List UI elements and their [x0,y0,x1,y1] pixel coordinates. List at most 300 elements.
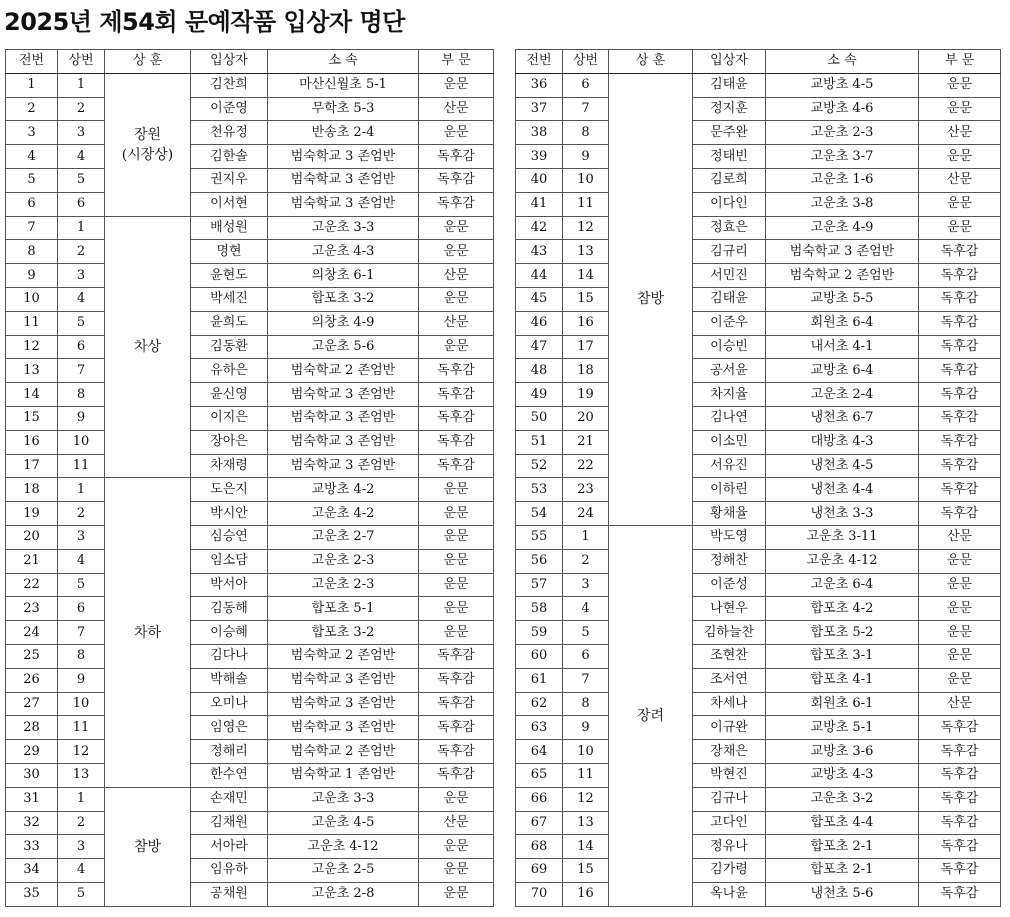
winner-name-cell: 정해찬 [693,549,766,573]
seq-no-cell: 70 [516,882,563,906]
affiliation-cell: 고운초 2-3 [766,121,919,145]
table-row [6,454,494,478]
seq-no-cell: 6 [6,192,58,216]
seq-no-cell: 40 [516,168,563,192]
award-no-cell: 13 [563,811,609,835]
award-no-cell: 6 [563,73,609,97]
header-winner: 입상자 [191,50,268,74]
award-no-cell: 6 [58,597,105,621]
category-cell: 운문 [419,216,494,240]
table-row [6,311,494,335]
seq-no-cell: 62 [516,692,563,716]
winner-name-cell: 권지우 [191,168,268,192]
affiliation-cell: 범숙학교 2 존엄반 [766,264,919,288]
table-row [516,359,1001,383]
winner-name-cell: 윤현도 [191,264,268,288]
winner-name-cell: 김채원 [191,811,268,835]
seq-no-cell: 7 [6,216,58,240]
winner-name-cell: 서민진 [693,264,766,288]
table-row [516,264,1001,288]
seq-no-cell: 65 [516,763,563,787]
affiliation-cell: 범숙학교 3 존엄반 [268,430,419,454]
seq-no-cell: 2 [6,97,58,121]
seq-no-cell: 55 [516,525,563,549]
table-row [6,216,494,240]
category-cell: 운문 [919,73,1001,97]
table-row [6,859,494,883]
winner-name-cell: 조현찬 [693,644,766,668]
winner-name-cell: 김규나 [693,787,766,811]
award-no-cell: 8 [58,383,105,407]
winner-name-cell: 김찬희 [191,73,268,97]
award-no-cell: 12 [563,216,609,240]
table-row [6,73,494,97]
category-cell: 운문 [919,145,1001,169]
seq-no-cell: 26 [6,668,58,692]
award-no-cell: 1 [58,787,105,811]
winner-name-cell: 정지훈 [693,97,766,121]
winner-name-cell: 이서현 [191,192,268,216]
seq-no-cell: 28 [6,716,58,740]
affiliation-cell: 범숙학교 3 존엄반 [268,145,419,169]
affiliation-cell: 무학초 5-3 [268,97,419,121]
winner-name-cell: 공채원 [191,882,268,906]
table-row [6,882,494,906]
category-cell: 독후감 [919,383,1001,407]
category-cell: 독후감 [419,383,494,407]
affiliation-cell: 범숙학교 2 존엄반 [268,644,419,668]
seq-no-cell: 34 [6,859,58,883]
category-cell: 독후감 [419,668,494,692]
category-cell: 산문 [919,121,1001,145]
category-cell: 산문 [919,168,1001,192]
category-cell: 운문 [919,573,1001,597]
table-row [516,287,1001,311]
affiliation-cell: 합포초 4-4 [766,811,919,835]
table-row [516,335,1001,359]
affiliation-cell: 범숙학교 3 존엄반 [268,406,419,430]
table-row [516,192,1001,216]
table-row [516,240,1001,264]
seq-no-cell: 50 [516,406,563,430]
award-no-cell: 10 [58,692,105,716]
winner-name-cell: 이승빈 [693,335,766,359]
award-no-cell: 19 [563,383,609,407]
seq-no-cell: 32 [6,811,58,835]
category-cell: 운문 [419,287,494,311]
winner-name-cell: 박해솔 [191,668,268,692]
winner-name-cell: 서아라 [191,835,268,859]
category-cell: 운문 [419,835,494,859]
winner-name-cell: 명현 [191,240,268,264]
affiliation-cell: 의창초 4-9 [268,311,419,335]
award-no-cell: 5 [58,573,105,597]
seq-no-cell: 45 [516,287,563,311]
winner-name-cell: 임유하 [191,859,268,883]
award-no-cell: 11 [58,716,105,740]
category-cell: 독후감 [919,430,1001,454]
seq-no-cell: 33 [6,835,58,859]
table-row [6,502,494,526]
seq-no-cell: 63 [516,716,563,740]
table-row [516,859,1001,883]
table-header-row [516,50,1001,74]
winners-table-left [5,49,494,907]
award-no-cell: 16 [563,311,609,335]
affiliation-cell: 교방초 4-3 [766,763,919,787]
header-award: 상 훈 [609,50,693,74]
seq-no-cell: 1 [6,73,58,97]
seq-no-cell: 8 [6,240,58,264]
category-cell: 독후감 [919,835,1001,859]
affiliation-cell: 고운초 4-3 [268,240,419,264]
winner-name-cell: 장채은 [693,740,766,764]
affiliation-cell: 합포초 5-1 [268,597,419,621]
affiliation-cell: 합포초 3-2 [268,621,419,645]
award-no-cell: 4 [58,549,105,573]
category-cell: 독후감 [919,502,1001,526]
award-no-cell: 11 [563,192,609,216]
table-row [6,763,494,787]
header-award-no: 상번 [563,50,609,74]
winner-name-cell: 정해리 [191,740,268,764]
table-row [516,311,1001,335]
award-cell [105,478,191,787]
seq-no-cell: 43 [516,240,563,264]
affiliation-cell: 합포초 2-1 [766,835,919,859]
seq-no-cell: 16 [6,430,58,454]
winner-name-cell: 김나연 [693,406,766,430]
category-cell: 운문 [919,216,1001,240]
category-cell: 운문 [419,573,494,597]
affiliation-cell: 범숙학교 2 존엄반 [268,359,419,383]
award-no-cell: 9 [563,145,609,169]
winner-name-cell: 정태빈 [693,145,766,169]
award-no-cell: 2 [58,502,105,526]
award-no-cell: 18 [563,359,609,383]
affiliation-cell: 냉천초 5-6 [766,882,919,906]
category-cell: 독후감 [919,478,1001,502]
category-cell: 독후감 [919,264,1001,288]
header-category: 부 문 [419,50,494,74]
seq-no-cell: 19 [6,502,58,526]
table-row [6,692,494,716]
affiliation-cell: 고운초 2-7 [268,525,419,549]
award-no-cell: 8 [563,692,609,716]
winner-name-cell: 김규리 [693,240,766,264]
table-row [516,835,1001,859]
seq-no-cell: 11 [6,311,58,335]
affiliation-cell: 교방초 5-5 [766,287,919,311]
category-cell: 독후감 [919,740,1001,764]
category-cell: 산문 [919,525,1001,549]
award-no-cell: 6 [563,644,609,668]
affiliation-cell: 합포초 3-1 [766,644,919,668]
affiliation-cell: 고운초 6-4 [766,573,919,597]
table-row [6,192,494,216]
award-no-cell: 4 [58,145,105,169]
seq-no-cell: 60 [516,644,563,668]
winner-name-cell: 황채율 [693,502,766,526]
affiliation-cell: 범숙학교 3 존엄반 [766,240,919,264]
seq-no-cell: 48 [516,359,563,383]
table-row [516,430,1001,454]
affiliation-cell: 냉천초 4-5 [766,454,919,478]
affiliation-cell: 대방초 4-3 [766,430,919,454]
table-row [6,811,494,835]
category-cell: 운문 [419,121,494,145]
category-cell: 운문 [419,621,494,645]
award-no-cell: 1 [58,478,105,502]
winner-name-cell: 심승연 [191,525,268,549]
category-cell: 운문 [919,668,1001,692]
winner-name-cell: 차재령 [191,454,268,478]
winner-name-cell: 김다나 [191,644,268,668]
affiliation-cell: 합포초 4-2 [766,597,919,621]
winner-name-cell: 유하은 [191,359,268,383]
award-no-cell: 16 [563,882,609,906]
affiliation-cell: 고운초 3-7 [766,145,919,169]
affiliation-cell: 냉천초 3-3 [766,502,919,526]
seq-no-cell: 5 [6,168,58,192]
winner-name-cell: 윤신영 [191,383,268,407]
table-row [516,121,1001,145]
seq-no-cell: 17 [6,454,58,478]
winner-name-cell: 임영은 [191,716,268,740]
table-row [6,240,494,264]
table-row [516,525,1001,549]
category-cell: 운문 [919,644,1001,668]
award-no-cell: 6 [58,192,105,216]
winner-name-cell: 서유진 [693,454,766,478]
winner-name-cell: 이소민 [693,430,766,454]
header-award-no: 상번 [58,50,105,74]
table-row [6,644,494,668]
category-cell: 운문 [419,73,494,97]
seq-no-cell: 30 [6,763,58,787]
award-cell [609,73,693,525]
affiliation-cell: 반송초 2-4 [268,121,419,145]
winner-name-cell: 공서윤 [693,359,766,383]
seq-no-cell: 4 [6,145,58,169]
seq-no-cell: 69 [516,859,563,883]
affiliation-cell: 교방초 5-1 [766,716,919,740]
category-cell: 독후감 [419,454,494,478]
table-row [6,668,494,692]
category-cell: 산문 [419,264,494,288]
winner-name-cell: 김동해 [191,597,268,621]
winner-name-cell: 박도영 [693,525,766,549]
affiliation-cell: 교방초 4-5 [766,73,919,97]
category-cell: 운문 [419,525,494,549]
category-cell: 독후감 [919,406,1001,430]
table-row [516,216,1001,240]
table-row [6,430,494,454]
category-cell: 독후감 [419,359,494,383]
winner-name-cell: 손재민 [191,787,268,811]
winner-name-cell: 이지은 [191,406,268,430]
winner-name-cell: 김가령 [693,859,766,883]
header-seq-no: 전번 [516,50,563,74]
affiliation-cell: 범숙학교 3 존엄반 [268,168,419,192]
header-affiliation: 소 속 [766,50,919,74]
award-no-cell: 3 [563,573,609,597]
award-no-cell: 3 [58,121,105,145]
affiliation-cell: 회원초 6-1 [766,692,919,716]
seq-no-cell: 61 [516,668,563,692]
affiliation-cell: 범숙학교 3 존엄반 [268,668,419,692]
affiliation-cell: 범숙학교 3 존엄반 [268,454,419,478]
seq-no-cell: 46 [516,311,563,335]
award-no-cell: 9 [563,716,609,740]
category-cell: 운문 [919,621,1001,645]
category-cell: 운문 [419,335,494,359]
category-cell: 독후감 [419,644,494,668]
affiliation-cell: 고운초 3-3 [268,787,419,811]
award-no-cell: 4 [58,287,105,311]
category-cell: 산문 [419,311,494,335]
seq-no-cell: 35 [6,882,58,906]
affiliation-cell: 범숙학교 3 존엄반 [268,716,419,740]
affiliation-cell: 고운초 2-5 [268,859,419,883]
seq-no-cell: 66 [516,787,563,811]
affiliation-cell: 냉천초 4-4 [766,478,919,502]
award-no-cell: 2 [58,240,105,264]
seq-no-cell: 3 [6,121,58,145]
award-no-cell: 22 [563,454,609,478]
seq-no-cell: 59 [516,621,563,645]
table-row [516,383,1001,407]
award-no-cell: 12 [58,740,105,764]
winner-name-cell: 장아은 [191,430,268,454]
table-row [6,621,494,645]
seq-no-cell: 23 [6,597,58,621]
table-row [6,383,494,407]
category-cell: 운문 [419,478,494,502]
award-no-cell: 15 [563,287,609,311]
affiliation-cell: 마산신월초 5-1 [268,73,419,97]
award-no-cell: 2 [563,549,609,573]
category-cell: 독후감 [919,359,1001,383]
category-cell: 독후감 [919,335,1001,359]
table-row [516,168,1001,192]
table-row [6,787,494,811]
award-no-cell: 3 [58,264,105,288]
award-no-cell: 7 [563,668,609,692]
seq-no-cell: 39 [516,145,563,169]
award-no-cell: 15 [563,859,609,883]
award-no-cell: 9 [58,406,105,430]
category-cell: 산문 [419,97,494,121]
winner-name-cell: 조서연 [693,668,766,692]
affiliation-cell: 고운초 4-12 [268,835,419,859]
category-cell: 독후감 [919,787,1001,811]
affiliation-cell: 고운초 3-3 [268,216,419,240]
affiliation-cell: 고운초 4-12 [766,549,919,573]
category-cell: 독후감 [919,240,1001,264]
winner-name-cell: 도은지 [191,478,268,502]
category-cell: 운문 [419,859,494,883]
award-no-cell: 5 [563,621,609,645]
winner-name-cell: 임소담 [191,549,268,573]
award-no-cell: 12 [563,787,609,811]
table-row [516,787,1001,811]
table-row [516,668,1001,692]
category-cell: 독후감 [919,311,1001,335]
table-row [6,573,494,597]
table-row [516,73,1001,97]
affiliation-cell: 고운초 2-8 [268,882,419,906]
award-no-cell: 5 [58,882,105,906]
award-no-cell: 21 [563,430,609,454]
seq-no-cell: 27 [6,692,58,716]
table-row [6,335,494,359]
category-cell: 독후감 [419,192,494,216]
table-row [516,763,1001,787]
award-cell [105,216,191,478]
category-cell: 운문 [919,597,1001,621]
affiliation-cell: 고운초 2-3 [268,549,419,573]
page-title: 2025년 제54회 문예작품 입상자 명단 [4,8,405,36]
award-cell [609,525,693,906]
winner-name-cell: 이하린 [693,478,766,502]
award-no-cell: 10 [563,168,609,192]
award-no-cell: 3 [58,525,105,549]
table-row [516,97,1001,121]
category-cell: 운문 [919,192,1001,216]
award-no-cell: 3 [58,835,105,859]
winner-name-cell: 박시안 [191,502,268,526]
category-cell: 운문 [919,549,1001,573]
seq-no-cell: 56 [516,549,563,573]
affiliation-cell: 고운초 3-8 [766,192,919,216]
seq-no-cell: 58 [516,597,563,621]
award-no-cell: 2 [58,97,105,121]
seq-no-cell: 37 [516,97,563,121]
affiliation-cell: 범숙학교 1 존엄반 [268,763,419,787]
category-cell: 독후감 [419,740,494,764]
category-cell: 독후감 [919,882,1001,906]
winner-name-cell: 천유정 [191,121,268,145]
seq-no-cell: 36 [516,73,563,97]
category-cell: 운문 [419,549,494,573]
winner-name-cell: 김하늘찬 [693,621,766,645]
affiliation-cell: 고운초 3-11 [766,525,919,549]
award-no-cell: 13 [58,763,105,787]
affiliation-cell: 의창초 6-1 [268,264,419,288]
category-cell: 산문 [419,811,494,835]
award-label: 차하 [133,624,162,641]
winner-name-cell: 옥나윤 [693,882,766,906]
winner-name-cell: 배성원 [191,216,268,240]
seq-no-cell: 15 [6,406,58,430]
header-winner: 입상자 [693,50,766,74]
winner-name-cell: 김태윤 [693,287,766,311]
award-label: 장려 [636,707,665,724]
table-row [6,740,494,764]
award-no-cell: 13 [563,240,609,264]
table-row [516,145,1001,169]
seq-no-cell: 57 [516,573,563,597]
header-seq-no: 전번 [6,50,58,74]
seq-no-cell: 29 [6,740,58,764]
table-row [516,716,1001,740]
affiliation-cell: 고운초 4-5 [268,811,419,835]
category-cell: 독후감 [919,716,1001,740]
award-no-cell: 1 [58,216,105,240]
affiliation-cell: 고운초 1-6 [766,168,919,192]
seq-no-cell: 42 [516,216,563,240]
